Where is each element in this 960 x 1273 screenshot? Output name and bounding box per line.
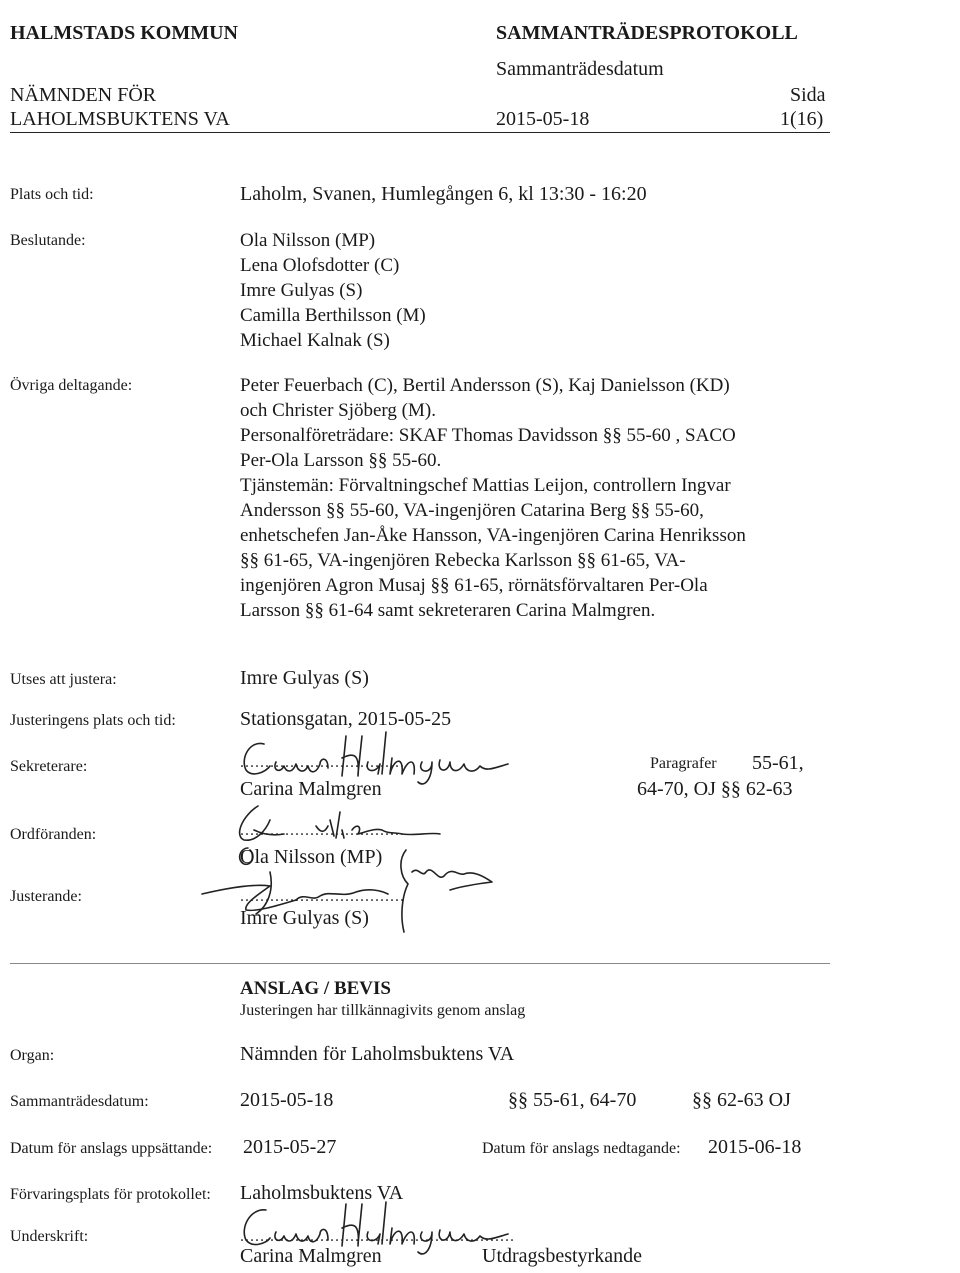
notice-date-label: Sammanträdesdatum: — [10, 1093, 149, 1110]
section-divider — [10, 963, 830, 964]
notice-subtitle: Justeringen har tillkännagivits genom anslag — [240, 1002, 526, 1019]
participants-line: enhetschefen Jan-Åke Hansson, VA-ingenjören Carina Henriksson — [240, 525, 746, 546]
adjustment-place-value: Stationsgatan, 2015-05-25 — [240, 708, 452, 730]
place-value: Laholm, Svanen, Humlegången 6, kl 13:30 - 16:20 — [240, 183, 647, 205]
page-number: 1(16) — [780, 108, 824, 130]
member-name: Lena Olofsdotter (C) — [240, 255, 400, 276]
member-name: Michael Kalnak (S) — [240, 330, 390, 351]
municipality-name: HALMSTADS KOMMUN — [10, 22, 238, 44]
notice-paragraphs-b: §§ 62-63 OJ — [692, 1089, 791, 1111]
adjusting-member-name: Imre Gulyas (S) — [240, 907, 369, 929]
other-participants-text — [240, 373, 746, 623]
participants-line: Personalföreträdare: SKAF Thomas Davidsson §§ 55-60 , SACO — [240, 425, 736, 446]
member-name: Ola Nilsson (MP) — [240, 230, 376, 251]
participants-line: Larsson §§ 61-64 samt sekreteraren Carina Malmgren. — [240, 600, 656, 621]
notice-title: ANSLAG / BEVIS — [240, 978, 391, 999]
signature-line: ....................................................... — [240, 1228, 515, 1245]
paragraphs-label: Paragrafer — [650, 755, 717, 772]
adjustment-place-label: Justeringens plats och tid: — [10, 712, 176, 729]
signer-name: Carina Malmgren — [240, 1245, 382, 1267]
posted-date-value: 2015-05-27 — [243, 1136, 337, 1158]
certification-label: Utdragsbestyrkande — [482, 1245, 642, 1267]
meeting-date: 2015-05-18 — [496, 108, 590, 130]
meeting-date-label: Sammanträdesdatum — [496, 58, 664, 80]
participants-line: Tjänstemän: Förvaltningschef Mattias Leijon, controllern Ingvar — [240, 475, 731, 496]
signature-label: Underskrift: — [10, 1228, 89, 1245]
place-label: Plats och tid: — [10, 186, 94, 203]
participants-line: Per-Ola Larsson §§ 55-60. — [240, 450, 442, 471]
header-rule — [10, 132, 830, 133]
chair-name: Ola Nilsson (MP) — [240, 846, 383, 868]
organ-label: Organ: — [10, 1047, 55, 1064]
posted-date-label: Datum för anslags uppsättande: — [10, 1140, 213, 1157]
signature-line: ................................. — [240, 888, 405, 905]
decision-makers-list — [240, 228, 426, 353]
chair-label: Ordföranden: — [10, 826, 97, 843]
member-name: Imre Gulyas (S) — [240, 280, 363, 301]
board-name-line2: LAHOLMSBUKTENS VA — [10, 108, 230, 130]
member-name: Camilla Berthilsson (M) — [240, 305, 426, 326]
decision-makers-label: Beslutande: — [10, 232, 86, 249]
adjuster-value: Imre Gulyas (S) — [240, 667, 369, 689]
paragraphs-range-1: 55-61, — [752, 752, 804, 774]
document-type: SAMMANTRÄDESPROTOKOLL — [496, 22, 798, 44]
removed-date-label: Datum för anslags nedtagande: — [482, 1140, 681, 1157]
paragraphs-range-2: 64-70, OJ §§ 62-63 — [637, 778, 793, 800]
secretary-signature — [236, 728, 526, 784]
board-name-line1: NÄMNDEN FÖR — [10, 84, 157, 106]
adjuster-label: Utses att justera: — [10, 671, 117, 688]
notice-paragraphs-a: §§ 55-61, 64-70 — [508, 1089, 637, 1111]
participants-line: och Christer Sjöberg (M). — [240, 400, 436, 421]
other-participants-label: Övriga deltagande: — [10, 377, 133, 394]
secretary-label: Sekreterare: — [10, 758, 88, 775]
organ-value: Nämnden för Laholmsbuktens VA — [240, 1043, 515, 1065]
participants-line: Andersson §§ 55-60, VA-ingenjören Catarina Berg §§ 55-60, — [240, 500, 704, 521]
signature-line: ................................. — [240, 754, 405, 771]
page-label: Sida — [790, 84, 826, 106]
participants-line: ingenjören Agron Musaj §§ 61-65, rörnätsförvaltaren Per-Ola — [240, 575, 708, 596]
participants-line: §§ 61-65, VA-ingenjören Rebecka Karlsson §§ 61-65, VA- — [240, 550, 686, 571]
storage-label: Förvaringsplats för protokollet: — [10, 1186, 211, 1203]
participants-line: Peter Feuerbach (C), Bertil Andersson (S), Kaj Danielsson (KD) — [240, 375, 730, 396]
secretary-name: Carina Malmgren — [240, 778, 382, 800]
storage-value: Laholmsbuktens VA — [240, 1182, 404, 1204]
notice-date-value: 2015-05-18 — [240, 1089, 334, 1111]
signature-line: ................................. — [240, 822, 405, 839]
removed-date-value: 2015-06-18 — [708, 1136, 802, 1158]
adjusting-member-label: Justerande: — [10, 888, 82, 905]
